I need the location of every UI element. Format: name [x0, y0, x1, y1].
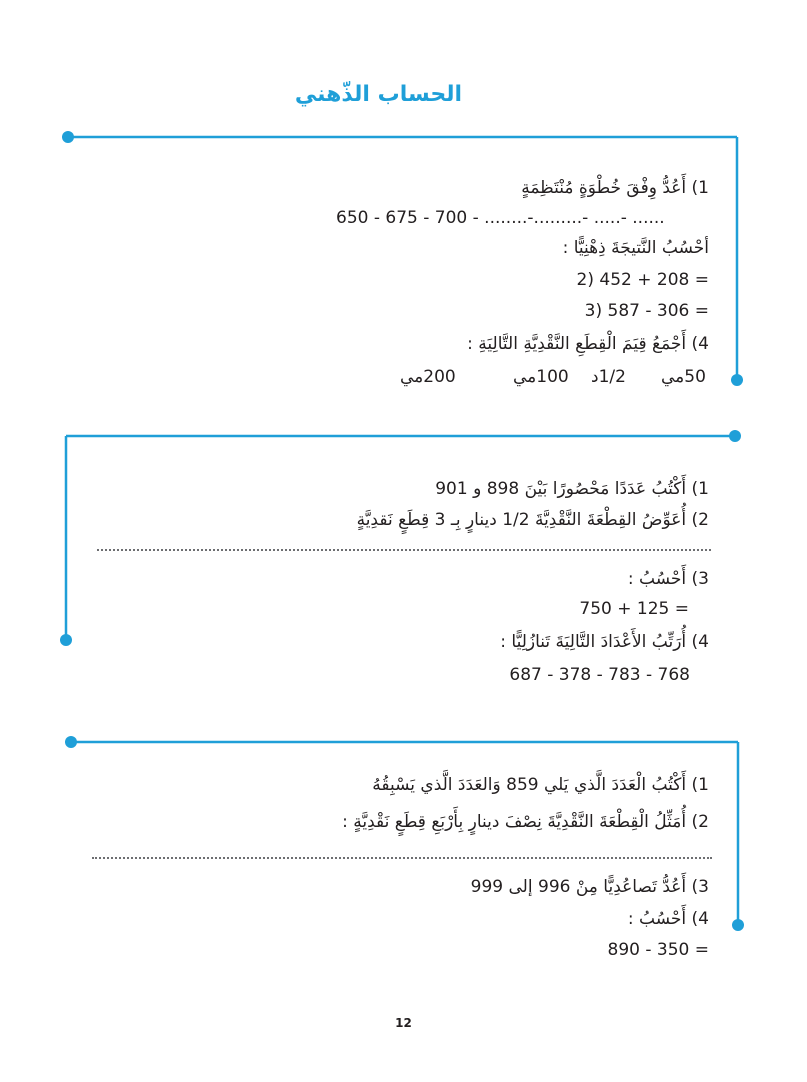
s2-q4-numbers: 687 - 378 - 783 - 768 [509, 665, 690, 685]
section1-end-dot [731, 374, 743, 386]
s1-q4: 4) أَجْمَعُ قِيَمَ الْقِطَعِ النَّقْدِيَّةِ التَّالِيَةِ : [467, 334, 709, 354]
s3-q4-expr: 890 - 350 = [607, 940, 709, 960]
s3-q2: 2) أُمَثِّلُ الْقِطْعَةَ النَّقْدِيَّةَ نِصْفَ دينارٍ بِأَرْبَعِ قِطَعٍ نَقْدِيَّةٍ : [342, 812, 709, 832]
s2-q3: 3) أَحْسُبُ : [627, 569, 709, 589]
s2-q4: 4) أُرَتِّبُ الأَعْدَادَ التَّالِيَةَ تَنازُلِيًّا : [500, 632, 709, 652]
s3-q1: 1) أَكْتُبُ الْعَدَدَ الَّذي يَلي 859 وَالعَدَدَ الَّذي يَسْبِقُهُ [372, 775, 709, 795]
section3-end-dot [732, 919, 744, 931]
section1-start-dot [62, 131, 74, 143]
s1-q1: 1) أَعُدُّ وِفْقَ خُطْوَةٍ مُنْتَظِمَةٍ [521, 178, 709, 198]
s2-q1: 1) أَكْتُبُ عَدَدًا مَحْصُورًا بَيْنَ 898 و 901 [435, 479, 709, 499]
s2-q3-expr: 750 + 125 = [579, 599, 689, 619]
s2-answer-dots [97, 549, 711, 551]
coin-half-dinar: 1/2د [591, 367, 626, 387]
s1-q2: 2) 452 + 208 = [576, 270, 709, 290]
s1-q1-sequence: 650 - 675 - 700 - ........-.........- .....- ...... [336, 208, 665, 228]
section3-start-dot [65, 736, 77, 748]
page-title: الحساب الذّهني [294, 82, 462, 107]
coin-100: 100مي [513, 367, 569, 387]
s3-answer-dots [92, 857, 712, 859]
s1-q3: 3) 587 - 306 = [584, 301, 709, 321]
coin-200: 200مي [400, 367, 456, 387]
section2-start-dot [729, 430, 741, 442]
s2-q2: 2) أُعَوِّضُ القِطْعَةَ النَّقْدِيَّةَ 1/2 دينارٍ بِـ 3 قِطَعٍ نَقدِيَّةٍ [356, 510, 709, 530]
page-number: 12 [395, 1016, 412, 1030]
s1-calc-header: أحْسُبُ النَّتيجَةَ ذِهْنِيًّا : [562, 238, 709, 258]
s3-q4: 4) أَحْسُبُ : [627, 909, 709, 929]
coin-50: 50مي [661, 367, 706, 387]
section2-end-dot [60, 634, 72, 646]
s3-q3: 3) أَعُدُّ تَصاعُدِيًّا مِنْ 996 إلى 999 [470, 877, 709, 897]
